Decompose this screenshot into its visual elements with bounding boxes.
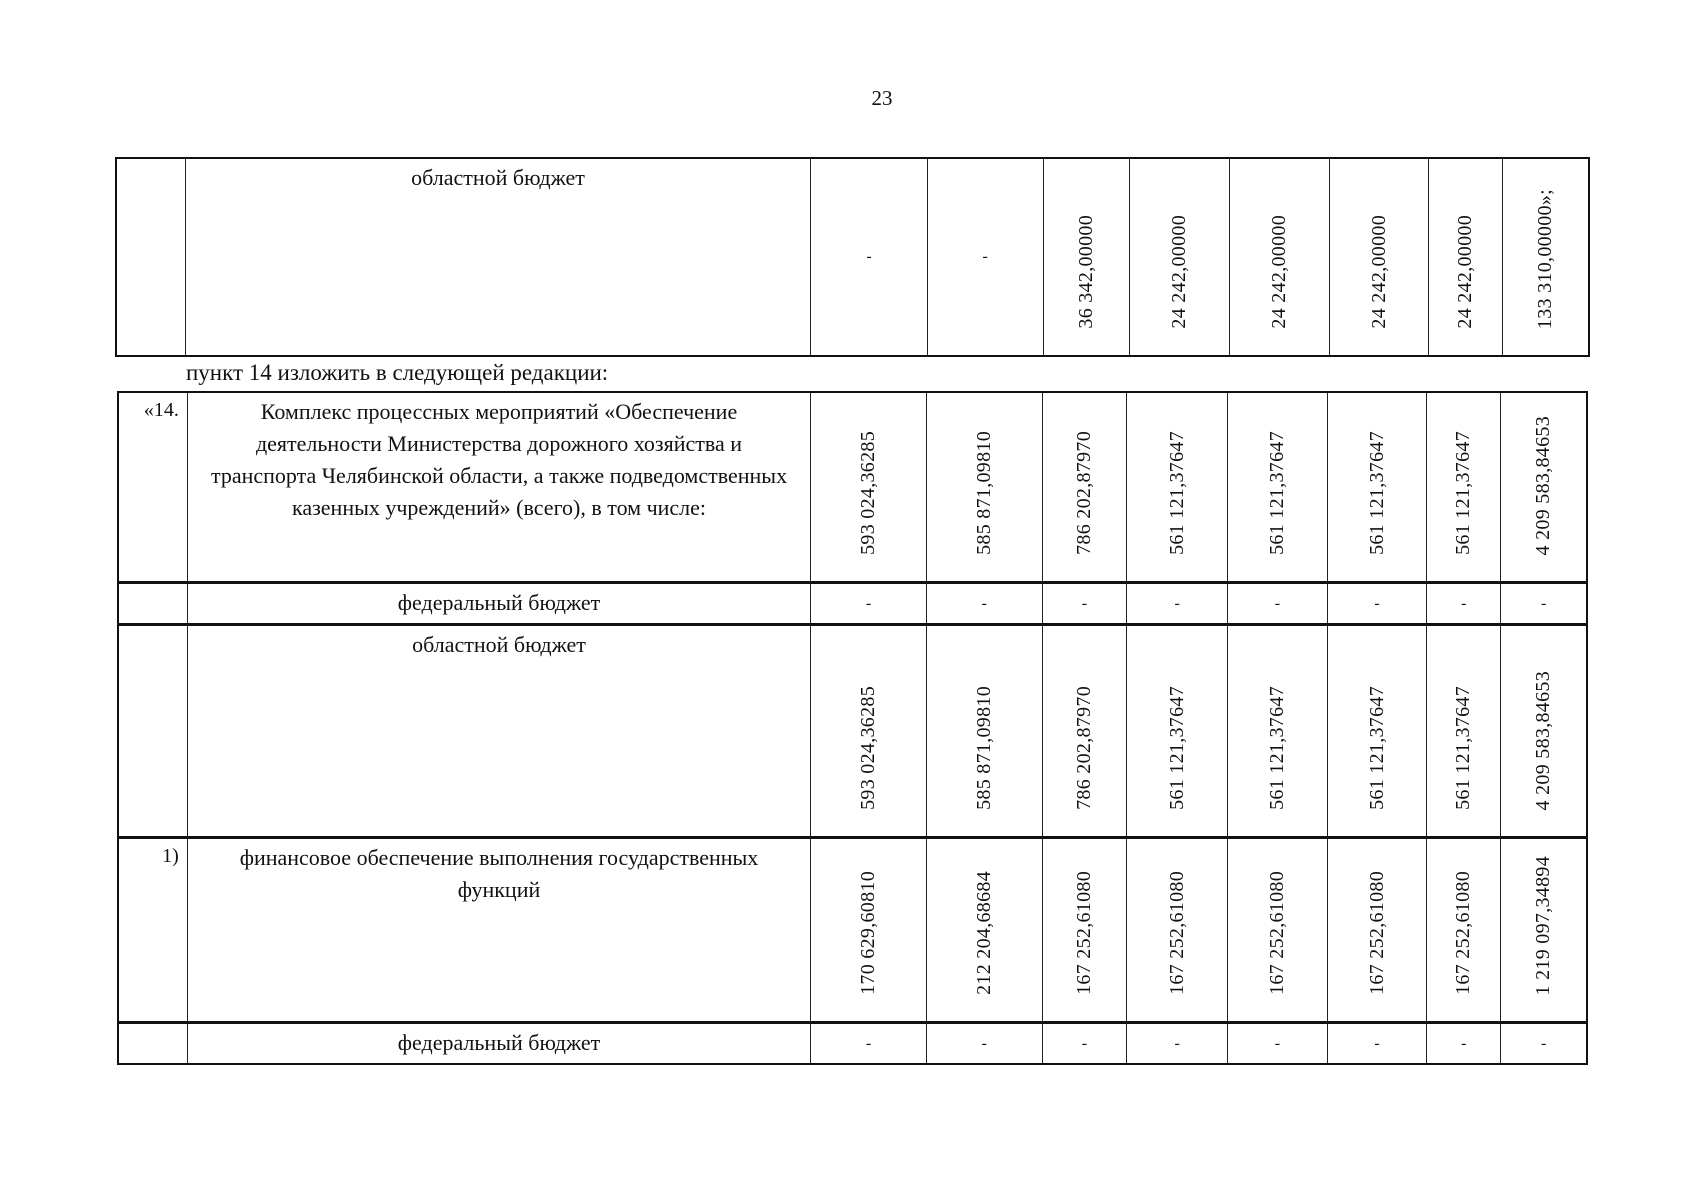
value-cell-empty: - [811,159,928,355]
value-text: 593 024,36285 [857,686,879,810]
value-text: 167 252,61080 [1265,871,1288,995]
value-text: 24 242,00000 [1267,215,1290,329]
row-name-cell: федеральный бюджет [188,1024,811,1063]
value-cell-empty: - [1228,1024,1328,1063]
value-text: 585 871,09810 [972,686,995,810]
value-text: 561 121,37647 [1452,431,1475,555]
row-number-cell: 1) [119,839,188,1021]
value-cell [927,626,1043,836]
value-text: 561 121,37647 [1365,431,1388,555]
value-text: 24 242,00000 [1367,215,1390,329]
value-text: 786 202,87970 [1072,431,1095,555]
value-text: 24 242,00000 [1454,215,1477,329]
value-cell-empty: - [811,1024,927,1063]
value-text: 561 121,37647 [1165,686,1188,810]
row-number-cell [117,159,186,355]
value-text: 133 310,00000»; [1534,188,1557,329]
table-row [117,391,1588,583]
value-cell [1228,626,1328,836]
value-cell-empty: - [927,584,1043,623]
table-row [117,625,1588,838]
value-cell [1503,159,1588,355]
value-text: 561 121,37647 [1452,686,1475,810]
row-name-cell: областной бюджет [186,159,811,355]
value-cell-empty: - [1228,584,1328,623]
value-cell-empty: - [1043,1024,1128,1063]
value-cell [1228,839,1328,1021]
value-cell [1427,626,1501,836]
value-cell [1230,159,1330,355]
value-cell [1043,626,1128,836]
value-text: 24 242,00000 [1168,215,1191,329]
value-cell [1127,393,1228,581]
table-row [117,838,1588,1023]
value-text: 36 342,00000 [1074,215,1097,329]
value-cell [1127,626,1228,836]
value-cell-empty: - [1540,594,1547,612]
value-text: 170 629,60810 [857,871,879,995]
value-cell [1127,839,1228,1021]
value-cell [1427,393,1501,581]
value-cell [1501,626,1586,836]
value-cell-empty: - [1127,584,1228,623]
value-text: 4 209 583,84653 [1532,415,1555,555]
value-cell [927,839,1043,1021]
value-cell [1427,839,1501,1021]
value-text: 561 121,37647 [1265,431,1288,555]
value-text: 561 121,37647 [1365,686,1388,810]
value-cell [1501,839,1586,1021]
value-cell [1130,159,1230,355]
value-cell-empty: - [1540,1034,1547,1052]
table-row [117,583,1588,625]
value-text: 1 219 097,34894 [1532,855,1555,995]
table-row [115,157,1590,357]
value-cell-empty: - [928,159,1044,355]
value-cell [811,626,927,836]
value-cell [811,839,927,1021]
value-cell-empty: - [1427,584,1501,623]
value-text: 786 202,87970 [1072,686,1095,810]
row-number-cell [119,1024,188,1063]
value-cell [1429,159,1503,355]
value-cell-empty: - [1328,1024,1428,1063]
row-name-cell: Комплекс процессных мероприятий «Обеспечение деятельности Министерства дорожного хозяйства и транспорта Челябинской области, а также подведомственных казенных учреждений» (всего), в том числе: [188,393,811,581]
row-number-cell [119,626,188,836]
row-number-cell: «14. [119,393,188,581]
value-cell [1328,393,1428,581]
row-number-cell [119,584,188,623]
row-name-cell: финансовое обеспечение выполнения государственных функций [188,839,811,1021]
value-cell [1328,626,1428,836]
value-text: 561 121,37647 [1165,431,1188,555]
value-text: 167 252,61080 [1452,871,1475,995]
value-cell [927,393,1043,581]
value-cell-empty: - [1043,584,1128,623]
value-cell-empty: - [1328,584,1428,623]
row-name-cell: федеральный бюджет [188,584,811,623]
value-cell [1043,839,1128,1021]
value-text: 4 209 583,84653 [1532,670,1555,810]
value-cell [1330,159,1430,355]
value-cell [811,393,927,581]
value-text: 585 871,09810 [972,431,995,555]
value-cell-empty: - [927,1024,1043,1063]
value-cell-empty: - [1427,1024,1501,1063]
value-text: 167 252,61080 [1072,871,1095,995]
instruction-text: пункт 14 изложить в следующей редакции: [186,360,609,385]
value-text: 212 204,68684 [972,871,995,995]
value-cell-empty: - [811,584,927,623]
row-name-cell: областной бюджет [188,626,811,836]
value-text: 593 024,36285 [857,431,879,555]
value-text: 167 252,61080 [1165,871,1188,995]
value-cell [1328,839,1428,1021]
table-row [117,1023,1588,1065]
value-cell [1501,393,1586,581]
value-cell-empty: - [1127,1024,1228,1063]
value-cell [1044,159,1131,355]
value-cell [1228,393,1328,581]
value-text: 561 121,37647 [1265,686,1288,810]
value-cell [1043,393,1128,581]
value-text: 167 252,61080 [1365,871,1388,995]
page-number: 23 [871,86,893,110]
